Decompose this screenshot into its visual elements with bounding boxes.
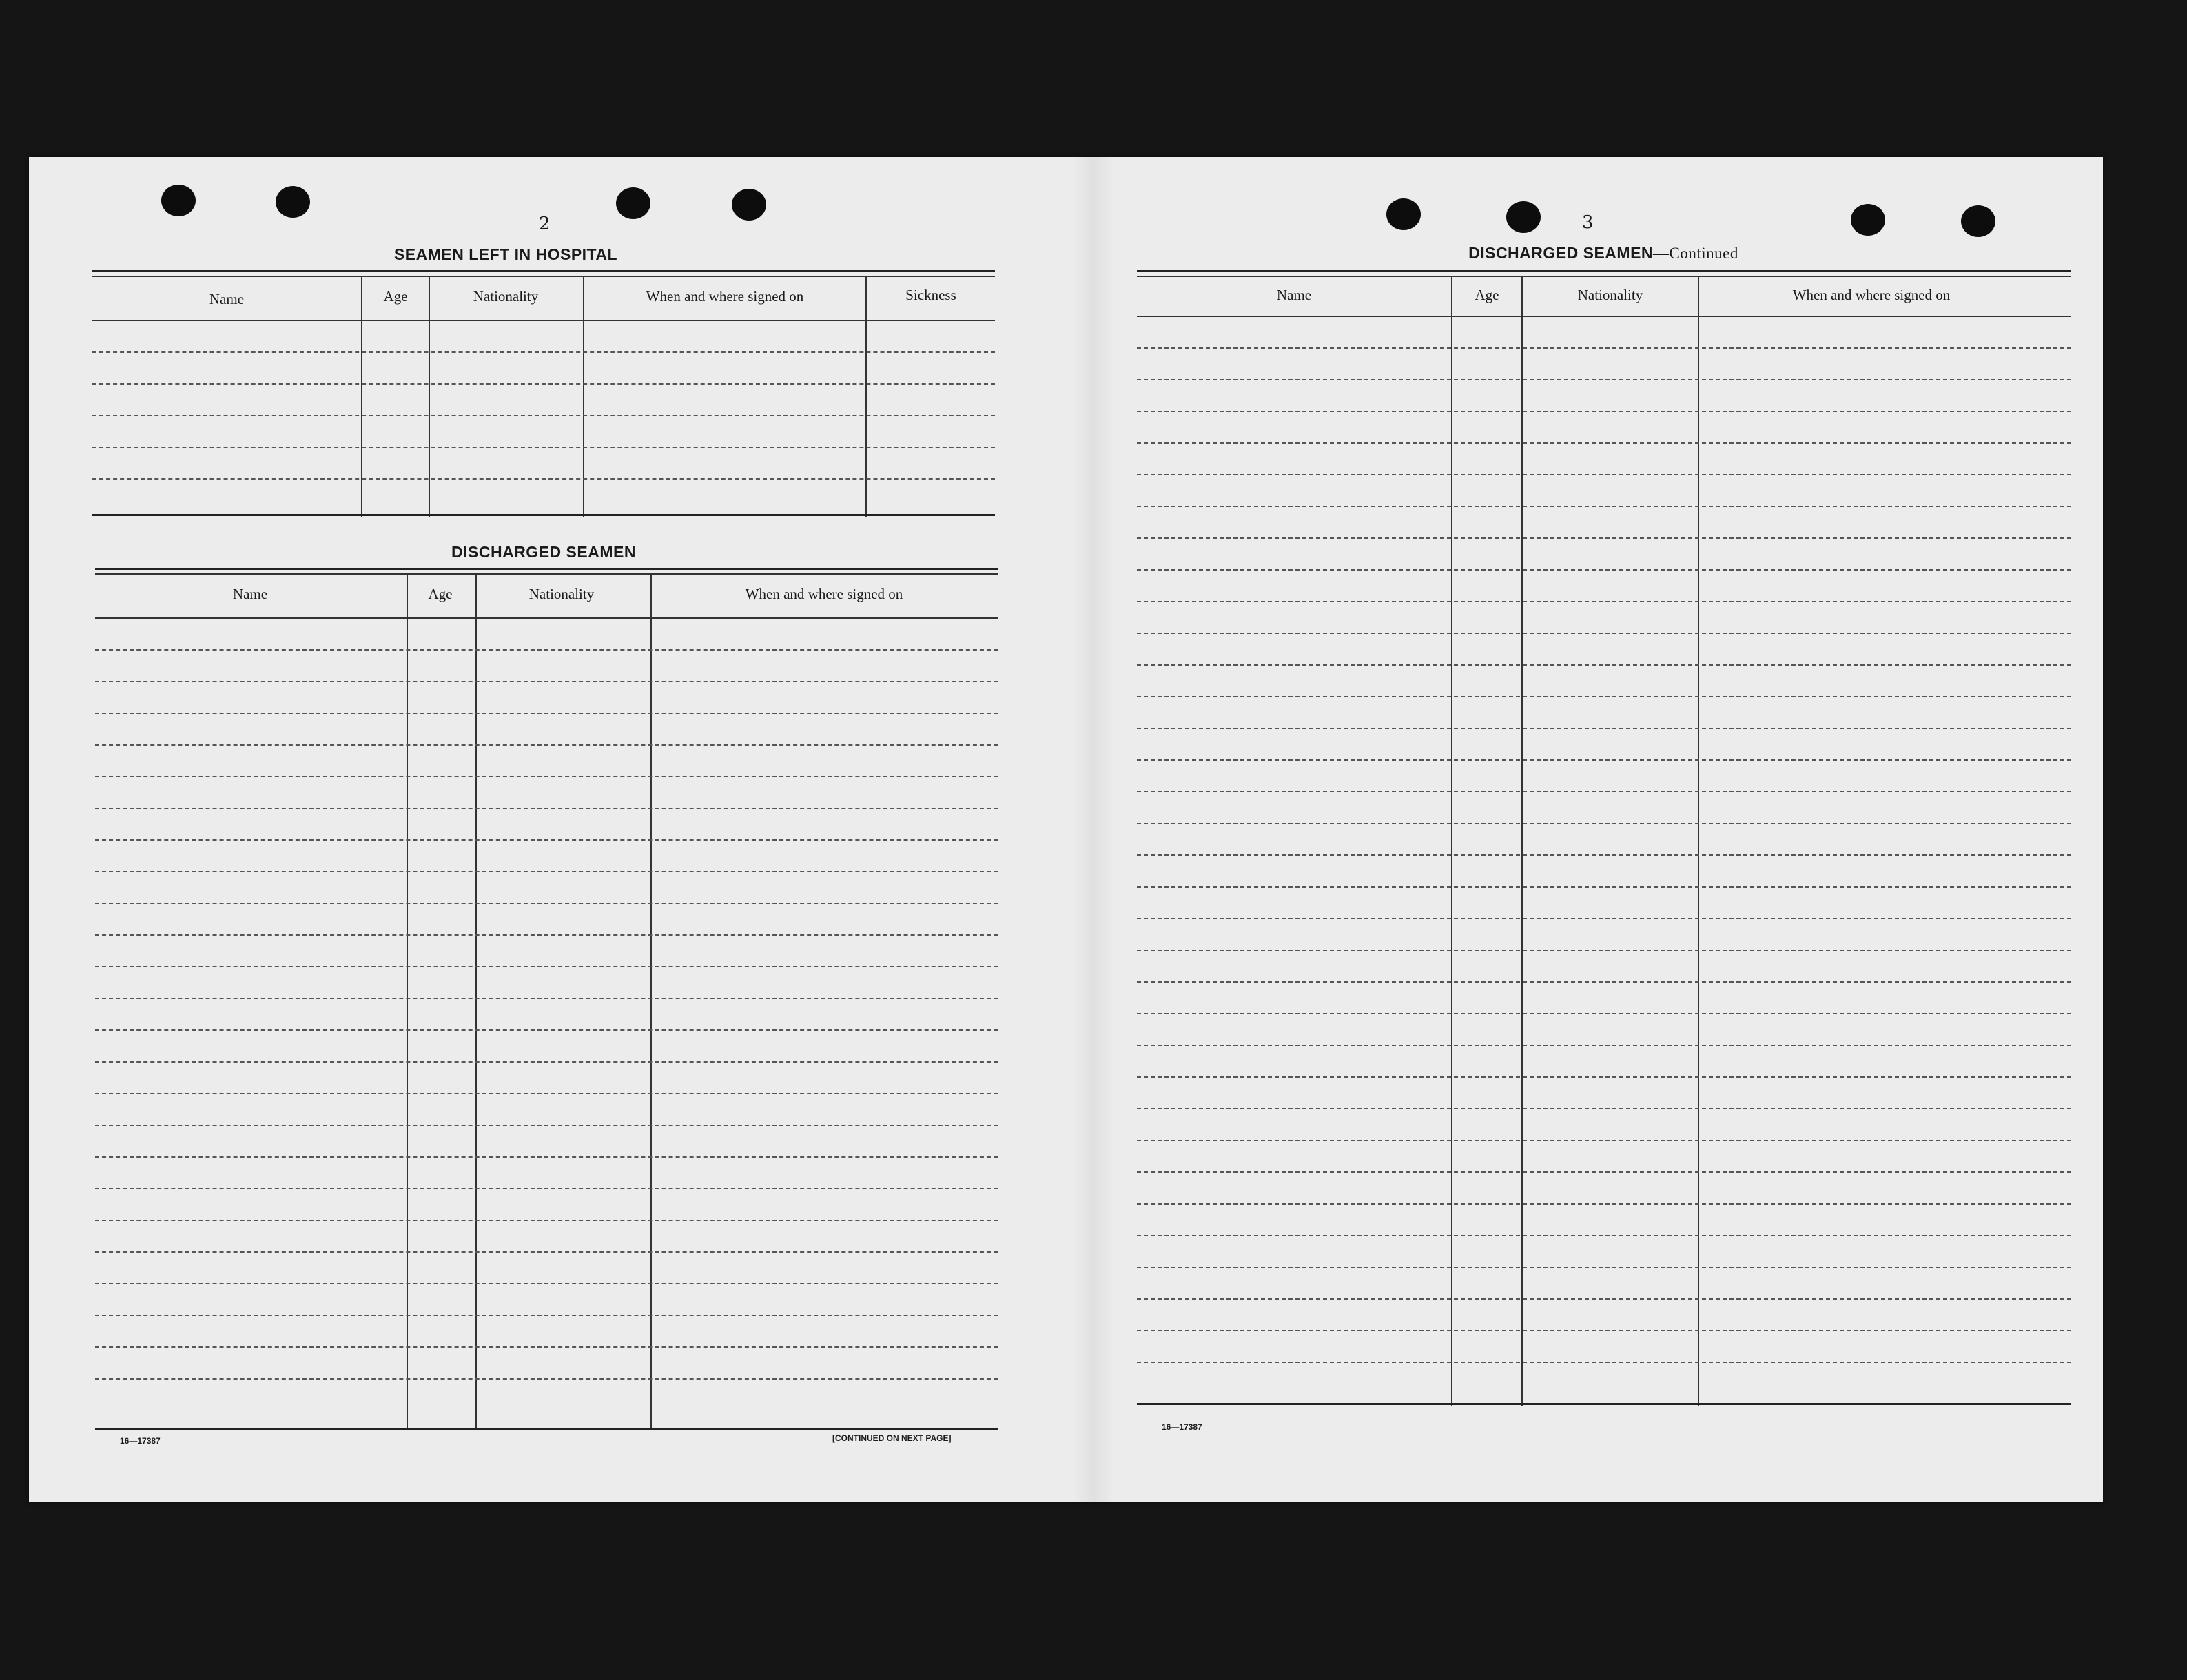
- discharged-header-signed-on: When and where signed on: [745, 586, 903, 602]
- discharged-header-age: Age: [428, 586, 453, 602]
- table-row: [95, 1315, 998, 1316]
- punch-hole: [1386, 198, 1421, 230]
- document-sheet: [29, 157, 2103, 1502]
- table-row: [1137, 1140, 2071, 1141]
- table-row: [1137, 506, 2071, 507]
- table-row: [95, 871, 998, 872]
- table-row: [95, 649, 998, 651]
- table-row: [1137, 1171, 2071, 1173]
- punch-hole: [276, 186, 310, 218]
- discharged-header-name: Name: [232, 586, 268, 602]
- hospital-header-age: Age: [383, 288, 408, 305]
- table-row: [1137, 1330, 2071, 1331]
- hospital-header-name: Name: [209, 291, 245, 307]
- discharged-continued-title-suffix: —Continued: [1653, 245, 1738, 262]
- discharged-right-header-age: Age: [1475, 287, 1499, 303]
- table-row: [1137, 981, 2071, 983]
- page-number-right: 3: [1582, 212, 1594, 233]
- table-row: [92, 447, 995, 448]
- discharged-continued-title-main: DISCHARGED SEAMEN: [1468, 244, 1654, 262]
- table-row: [95, 839, 998, 841]
- table-row: [1137, 347, 2071, 349]
- table-row: [1137, 950, 2071, 951]
- table-row: [95, 744, 998, 746]
- punch-hole: [1506, 201, 1541, 233]
- punch-hole: [1961, 205, 1995, 237]
- table-row: [1137, 537, 2071, 539]
- table-row: [95, 966, 998, 967]
- table-row: [1137, 569, 2071, 571]
- table-row: [1137, 918, 2071, 919]
- table-row: [1137, 696, 2071, 697]
- hospital-header-sickness: Sickness: [905, 287, 956, 303]
- table-row: [95, 1378, 998, 1380]
- table-row: [95, 1061, 998, 1063]
- table-row: [92, 415, 995, 416]
- table-row: [95, 1283, 998, 1284]
- table-row: [1137, 886, 2071, 888]
- table-row: [95, 998, 998, 999]
- table-row: [95, 808, 998, 809]
- punch-hole: [1851, 204, 1885, 236]
- discharged-right-header-name: Name: [1276, 287, 1312, 303]
- table-row: [1137, 1013, 2071, 1014]
- table-row: [95, 1125, 998, 1126]
- hospital-section-title: SEAMEN LEFT IN HOSPITAL: [393, 245, 618, 263]
- discharged-table-right: [1137, 270, 2071, 1414]
- table-row: [1137, 1045, 2071, 1046]
- table-row: [92, 351, 995, 353]
- table-row: [1137, 1108, 2071, 1109]
- table-row: [1137, 1235, 2071, 1236]
- discharged-continued-title: [1145, 244, 2062, 263]
- hospital-header-signed-on: When and where signed on: [646, 288, 804, 305]
- table-row: [1137, 728, 2071, 729]
- punch-hole: [732, 189, 766, 221]
- table-row: [1137, 791, 2071, 792]
- table-row: [1137, 474, 2071, 475]
- table-row: [95, 934, 998, 936]
- continued-note: [CONTINUED ON NEXT PAGE]: [832, 1433, 952, 1443]
- table-row: [95, 713, 998, 714]
- table-row: [1137, 1362, 2071, 1363]
- table-row: [1137, 601, 2071, 602]
- table-row: [95, 1156, 998, 1158]
- table-row: [95, 1220, 998, 1221]
- table-row: [95, 1251, 998, 1253]
- table-row: [1137, 1298, 2071, 1300]
- table-row: [95, 1188, 998, 1189]
- punch-hole: [161, 185, 196, 216]
- form-number-left: 16—17387: [120, 1436, 161, 1446]
- table-row: [95, 903, 998, 904]
- discharged-right-header-nationality: Nationality: [1577, 287, 1643, 303]
- table-row: [95, 776, 998, 777]
- hospital-header-nationality: Nationality: [473, 288, 539, 305]
- hospital-table: [92, 270, 995, 525]
- table-row: [1137, 759, 2071, 761]
- table-row: [1137, 1267, 2071, 1268]
- punch-hole: [616, 187, 650, 219]
- table-row: [95, 681, 998, 682]
- table-row: [1137, 633, 2071, 634]
- table-row: [95, 1093, 998, 1094]
- table-row: [95, 1346, 998, 1348]
- table-row: [1137, 1203, 2071, 1205]
- table-row: [1137, 664, 2071, 666]
- page-number-left: 2: [539, 214, 551, 234]
- table-row: [1137, 379, 2071, 380]
- table-row: [95, 1029, 998, 1031]
- discharged-table-left: [95, 568, 998, 1450]
- table-row: [1137, 854, 2071, 856]
- discharged-right-header-signed-on: When and where signed on: [1792, 287, 1951, 303]
- discharged-header-nationality: Nationality: [528, 586, 595, 602]
- table-row: [1137, 442, 2071, 444]
- table-row: [1137, 411, 2071, 412]
- table-row: [1137, 1076, 2071, 1078]
- table-row: [92, 383, 995, 385]
- discharged-section-title: DISCHARGED SEAMEN: [451, 543, 636, 561]
- table-row: [1137, 823, 2071, 824]
- form-number-right: 16—17387: [1162, 1422, 1202, 1432]
- table-row: [92, 478, 995, 480]
- center-fold: [1073, 157, 1114, 1502]
